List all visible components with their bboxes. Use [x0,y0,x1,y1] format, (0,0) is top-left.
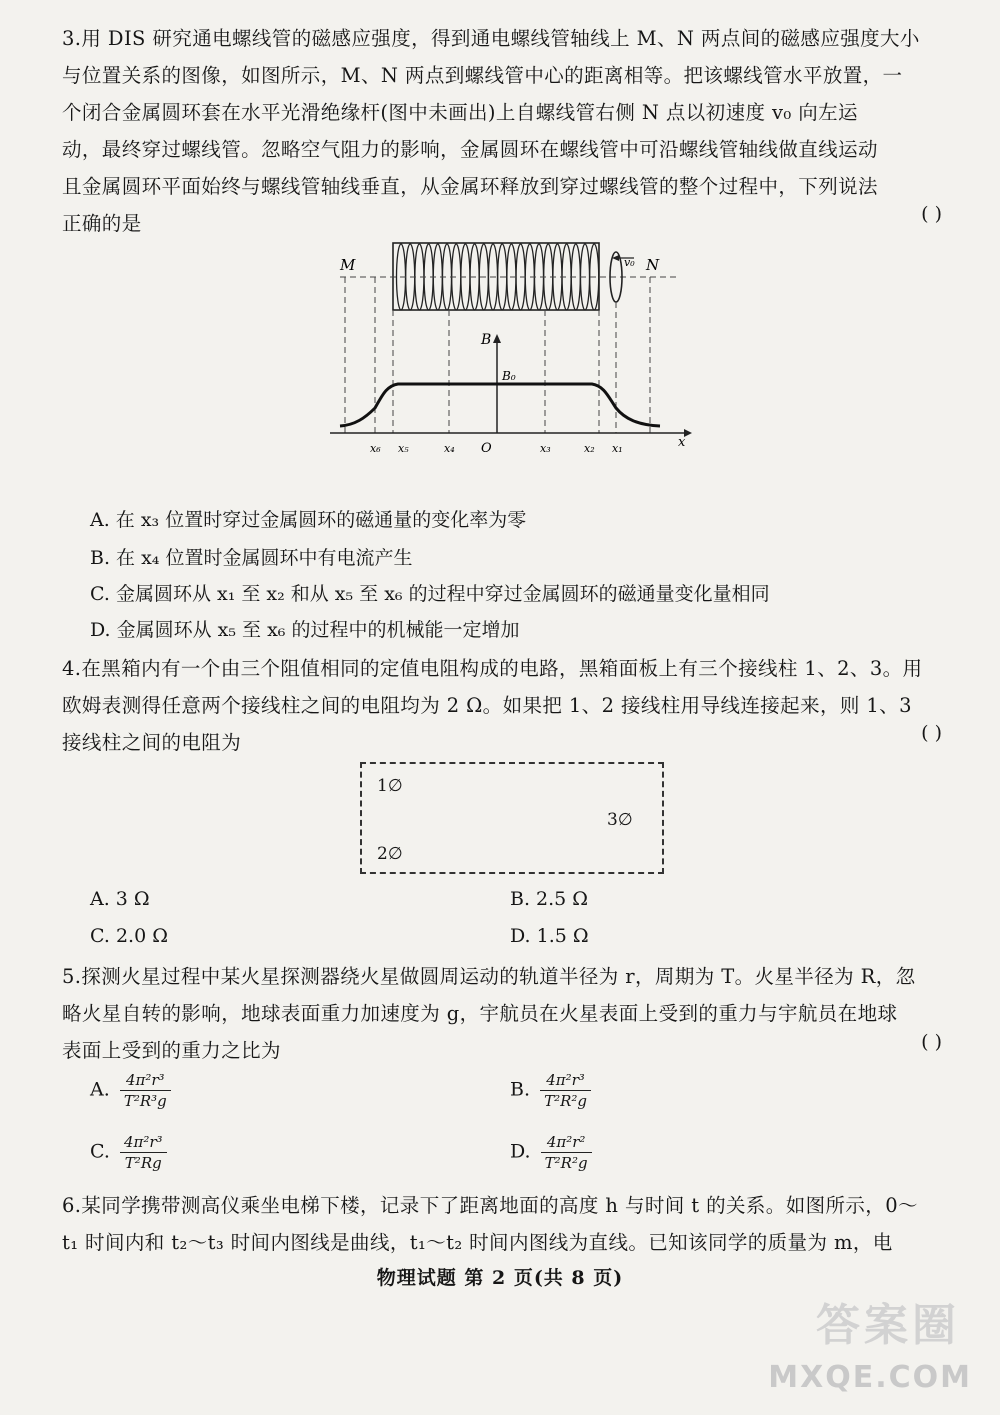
q3-line: 正确的是 [62,212,142,235]
B0-label: B₀ [502,369,516,383]
watermark: MXQE.COM [768,1360,972,1395]
q3-line: 个闭合金属圆环套在水平光滑绝缘杆(图中未画出)上自螺线管右侧 N 点以初速度 v₀ 向左运 [62,101,858,124]
page-footer: 物理试题 第 2 页(共 8 页) [376,1267,624,1289]
q4-option-b: B. 2.5 Ω [510,888,589,910]
denominator: T²R³g [123,1092,167,1110]
denominator: T²R²g [544,1092,587,1110]
q4-option-d: D. 1.5 Ω [510,925,589,947]
field-curve [340,384,660,426]
denominator: T²Rg [124,1154,162,1172]
point-M-label: M [340,256,356,274]
tick-x2: x₂ [584,442,595,455]
black-box [360,762,664,874]
tick-x6: x₆ [370,442,381,455]
q5-option-d [510,1132,592,1173]
question-5 [62,958,942,1069]
y-axis-arrow-icon [493,334,501,343]
q4-option-c: C. 2.0 Ω [90,925,168,947]
point-N-label: N [646,256,660,274]
q6-line: t₁ 时间内和 t₂～t₃ 时间内图线是曲线，t₁～t₂ 时间内图线为直线。已知该同学的质量为 m，电 [62,1231,893,1254]
q5-answer-paren: ( ) [921,1031,942,1053]
q4-answer-paren: ( ) [921,722,942,744]
q4-line: 接线柱之间的电阻为 [62,731,242,754]
numerator: 4π²r² [541,1132,592,1153]
fraction [541,1132,592,1173]
q3-answer-paren: ( ) [921,203,942,225]
option-letter: A. [90,1078,110,1101]
q5-option-a [90,1070,171,1111]
q3-option-a: A. 在 x₃ 位置时穿过金属圆环的磁通量的变化率为零 [90,509,527,531]
fraction [120,1132,167,1173]
q5-line: 略火星自转的影响，地球表面重力加速度为 g，宇航员在火星表面上受到的重力与宇航员在地球 [62,1002,898,1025]
q3-line: 与位置关系的图像，如图所示，M、N 两点到螺线管中心的距离相等。把该螺线管水平放置，一 [62,64,903,87]
axis-B-label: B [481,332,492,348]
terminal-2: 2∅ [377,844,403,864]
q5-option-b [510,1070,591,1111]
q5-line: 表面上受到的重力之比为 [62,1039,281,1062]
q4-line: 4.在黑箱内有一个由三个阻值相同的定值电阻构成的电路，黑箱面板上有三个接线柱 1、2、3。用 [62,657,923,680]
numerator: 4π²r³ [540,1070,591,1091]
option-letter: B. [510,1078,531,1101]
q3-option-d: D. 金属圆环从 x₅ 至 x₆ 的过程中的机械能一定增加 [90,619,520,641]
q3-option-c: C. 金属圆环从 x₁ 至 x₂ 和从 x₅ 至 x₆ 的过程中穿过金属圆环的磁通量变化量相同 [90,583,770,605]
q6-line: 6.某同学携带测高仪乘坐电梯下楼，记录下了距离地面的高度 h 与时间 t 的关系。如图所示，0～ [62,1194,918,1217]
tick-x4: x₄ [444,442,455,455]
q5-option-c [90,1132,167,1173]
q4-option-a: A. 3 Ω [90,888,150,910]
axis-x-label: x [678,435,686,450]
fraction [540,1070,591,1111]
q3-line: 3.用 DIS 研究通电螺线管的磁感应强度，得到通电螺线管轴线上 M、N 两点间的磁感应强度大小 [62,27,920,50]
v0-label: v₀ [624,256,635,269]
option-letter: D. [510,1140,531,1163]
tick-x3: x₃ [540,442,551,455]
option-letter: C. [90,1140,110,1163]
q3-line: 且金属圆环平面始终与螺线管轴线垂直，从金属环释放到穿过螺线管的整个过程中，下列说法 [62,175,878,198]
tick-x1: x₁ [612,442,623,455]
q3-option-b: B. 在 x₄ 位置时金属圆环中有电流产生 [90,547,413,569]
numerator: 4π²r³ [120,1132,167,1153]
tick-origin: O [481,441,492,456]
numerator: 4π²r³ [120,1070,171,1091]
denominator: T²R²g [544,1154,588,1172]
q4-line: 欧姆表测得任意两个接线柱之间的电阻均为 2 Ω。如果把 1、2 接线柱用导线连接起来，则 1、3 [62,694,912,717]
fraction [120,1070,171,1111]
watermark-logo: 答案圈 [816,1300,960,1351]
q5-line: 5.探测火星过程中某火星探测器绕火星做圆周运动的轨道半径为 r，周期为 T。火星半径为 R，忽 [62,965,916,988]
q3-line: 动，最终穿过螺线管。忽略空气阻力的影响，金属圆环在螺线管中可沿螺线管轴线做直线运动 [62,138,878,161]
question-6 [62,1187,942,1261]
tick-x5: x₅ [398,442,409,455]
question-4 [62,650,942,761]
terminal-1: 1∅ [377,776,403,796]
terminal-3: 3∅ [607,810,633,830]
